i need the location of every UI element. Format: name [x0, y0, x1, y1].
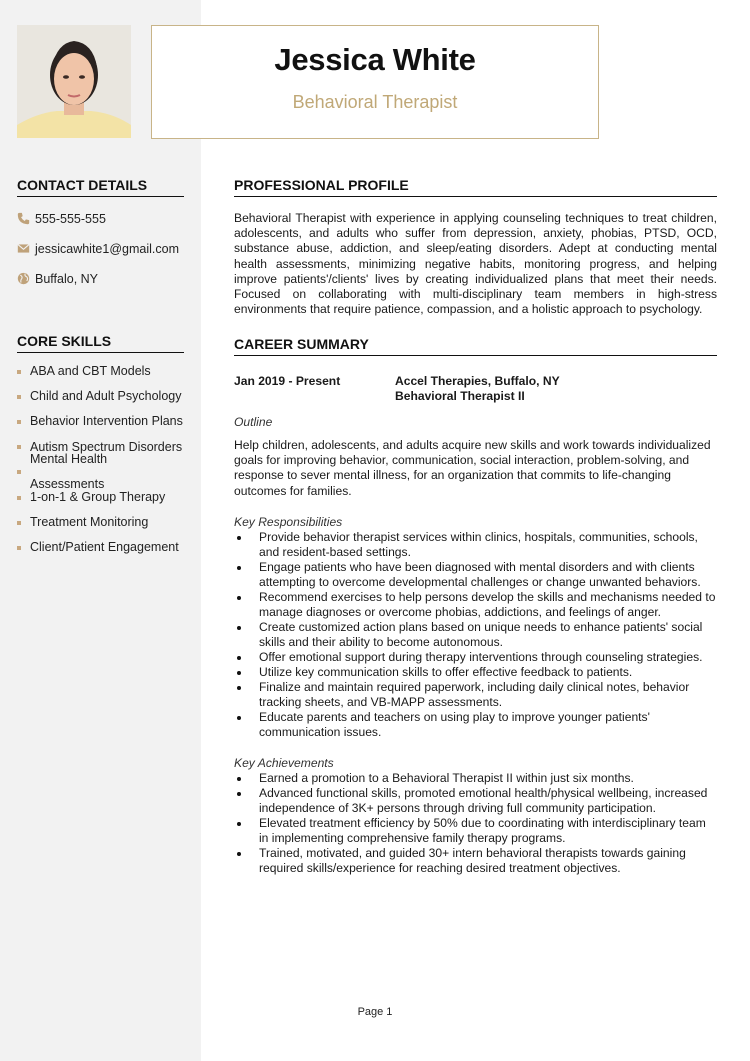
profile-heading: PROFESSIONAL PROFILE — [234, 177, 717, 197]
person-name: Jessica White — [274, 42, 476, 77]
job-dates: Jan 2019 - Present — [234, 374, 341, 388]
skill-item — [17, 409, 184, 434]
skill-item — [17, 359, 184, 384]
list-item: Earned a promotion to a Behavioral Therapist II within just six months. — [234, 771, 717, 786]
bullet-square-icon — [17, 470, 21, 474]
page-number: Page 1 — [357, 1006, 393, 1018]
outline-text: Help children, adolescents, and adults acquire new skills and work towards individualized goals for improving behavior, communication, social interaction, problem-solving, and response to sever mental illness, for an organization that commits to life-changing outcomes for families. — [234, 438, 711, 498]
name-header-box — [151, 25, 599, 139]
skill-label: Behavior Intervention Plans — [30, 414, 183, 429]
list-item: Offer emotional support during therapy interventions through counseling strategies. — [234, 650, 717, 665]
bullet-square-icon — [17, 420, 21, 424]
skill-item — [17, 510, 184, 535]
job-position-row — [234, 389, 717, 404]
envelope-icon — [17, 242, 30, 255]
phone-icon — [17, 212, 30, 225]
skill-item — [17, 485, 184, 510]
list-item: Advanced functional skills, promoted emotional health/physical wellbeing, increased independence of 3K+ persons through driving full community participation. — [234, 786, 717, 816]
list-item: Trained, motivated, and guided 30+ intern behavioral therapists towards gaining required skills/experience for reaching desired treatment objectives. — [234, 846, 717, 876]
job-title: Behavioral Therapist — [292, 92, 458, 112]
skill-label: Treatment Monitoring — [30, 515, 149, 530]
profile-section — [234, 177, 717, 317]
bullet-square-icon — [17, 496, 21, 500]
list-item: Finalize and maintain required paperwork, including daily clinical notes, behavior tracking sheets, and VB-MAPP assessments. — [234, 680, 717, 710]
globe-icon — [17, 272, 30, 285]
skills-section — [17, 333, 184, 561]
skill-label: Child and Adult Psychology — [30, 389, 182, 404]
contact-phone — [17, 210, 184, 227]
career-heading: CAREER SUMMARY — [234, 336, 717, 356]
skill-item — [17, 535, 184, 560]
contact-location — [17, 270, 184, 287]
job-position: Behavioral Therapist II — [395, 389, 525, 403]
career-section — [234, 336, 717, 876]
achievements-list — [234, 771, 717, 876]
bullet-square-icon — [17, 370, 21, 374]
list-item: Create customized action plans based on unique needs to enhance patients' social skills and their ability to become autonomous. — [234, 620, 717, 650]
list-item: Elevated treatment efficiency by 50% due to coordinating with interdisciplinary team in implementing comprehensive family therapy programs. — [234, 816, 717, 846]
job-header — [234, 374, 717, 389]
achievements-label: Key Achievements — [234, 755, 334, 770]
contact-email — [17, 240, 184, 257]
email-text: jessicawhite1@gmail.com — [35, 241, 179, 256]
responsibilities-list — [234, 530, 717, 740]
bullet-square-icon — [17, 395, 21, 399]
list-item: Recommend exercises to help persons develop the skills and mechanisms needed to manage diagnoses or overcome phobias, addictions, and feelings of anger. — [234, 590, 717, 620]
location-text: Buffalo, NY — [35, 271, 99, 286]
skill-label: ABA and CBT Models — [30, 364, 151, 378]
skill-label: 1-on-1 & Group Therapy — [30, 489, 166, 504]
responsibilities-label: Key Responsibilities — [234, 514, 343, 529]
list-item: Utilize key communication skills to offer effective feedback to patients. — [234, 665, 717, 680]
skill-label: Client/Patient Engagement — [30, 540, 179, 555]
outline-label: Outline — [234, 415, 273, 429]
skill-item — [17, 452, 184, 492]
bullet-square-icon — [17, 521, 21, 525]
bullet-square-icon — [17, 445, 21, 449]
list-item: Engage patients who have been diagnosed with mental disorders and with clients attempting to overcome developmental challenges or change unwanted behaviors. — [234, 560, 717, 590]
profile-photo — [17, 25, 131, 138]
skills-heading: CORE SKILLS — [17, 333, 184, 353]
skill-label: Autism Spectrum Disorders — [30, 439, 183, 454]
profile-text: Behavioral Therapist with experience in applying counseling techniques to treat children, adolescents, and adults who suffer from depression, anxiety, phobias, PTSD, OCD, substance abuse, addiction, and sleep/eating disorders. Adept at conducting mental health assessments, minimizing negative habits, monitoring progress, and helping improve patients'/clients' lives by creating individualized plans that meet their needs. Focused on collaborating with multi-disciplinary team members in high-stress environments that require patience, compassion, and a holistic approach to psychology. — [234, 211, 717, 317]
bullet-square-icon — [17, 546, 21, 550]
phone-text: 555-555-555 — [35, 211, 106, 226]
contact-heading: CONTACT DETAILS — [17, 177, 184, 197]
list-item: Provide behavior therapist services within clinics, hospitals, communities, schools, and resident-based settings. — [234, 530, 717, 560]
skill-label: Mental Health Assessments — [30, 452, 108, 492]
job-company: Accel Therapies, Buffalo, NY — [395, 374, 560, 388]
skill-item — [17, 384, 184, 409]
list-item: Educate parents and teachers on using play to improve younger patients' communication issues. — [234, 710, 717, 740]
contact-section — [17, 177, 184, 287]
